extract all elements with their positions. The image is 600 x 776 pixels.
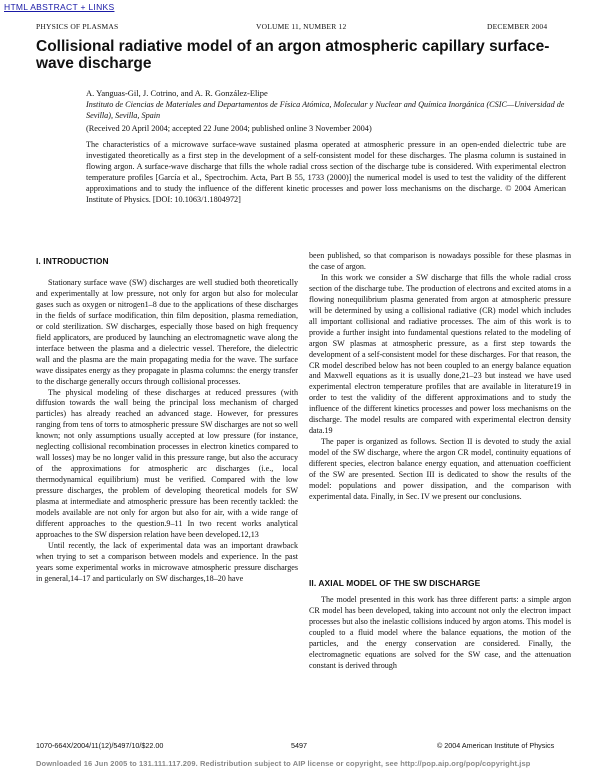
intro-paragraph-4: In this work we consider a SW discharge that fills the whole radial cross section of the discharge tube. The production of electrons and excited atoms in a flowing nonequilibrium plasma generated from argon at atmospheric pressure will be determined by using a collisional radiative (CR) model which includes all important collisional and radiative processes. The aim of this work is to provide a further insight into fundamental questions related to the modeling of argon SW plasmas at atmospheric pressure, as a first step towards the development of a self-consistent model for these discharges. For that reason, the CR model described below has not been coupled to an energy balance equation and Maxwell equations as it is usually done,21–23 but instead we have used experimental electron temperature profiles that are available in literature19 in order to test the validity of the different approximations and to study the influence of the different kinetics processes and power loss mechanisms on the discharge. The model results are compared with experimental electron density data.19 (309, 272, 571, 436)
page-number: 5497 (291, 741, 307, 750)
right-column-top (309, 251, 571, 571)
footer-issn: 1070-664X/2004/11(12)/5497/10/$22.00 (36, 741, 164, 750)
paper-title: Collisional radiative model of an argon atmospheric capillary surface-wave discharge (36, 38, 550, 72)
section-heading-axial-model: II. AXIAL MODEL OF THE SW DISCHARGE (309, 578, 481, 588)
received-dates: (Received 20 April 2004; accepted 22 June 2004; published online 3 November 2004) (86, 124, 372, 133)
intro-paragraph-2: The physical modeling of these discharges at reduced pressures (with diffusion towards the wall being the principal loss mechanism of charged particles) has already reached an advanced stage. However, for pressures ranging from tens of torrs to atmospheric pressure SW discharges are not so well known; not only assumptions usually accepted at low pressure (for instance, neglecting collisional recombination processes in electron kinetics compared to wall losses) may be no longer valid in this pressure range, but also the accuracy of the approximations for atmospheric arc discharges (i.e., local thermodynamical equilibrium) must be verified. Compared with the low pressure discharges, the problem of developing theoretical models for SW plasma at intermediate and atmospheric pressure has been recently tackled: the models available are not only for argon but also for air, with a wide range of different approaches to the question.9–11 In two recent works analytical approaches to the SW dispersion relation have been developed.12,13 (36, 387, 298, 539)
intro-paragraph-1: Stationary surface wave (SW) discharges are well studied both theoretically and experimentally at low pressure, not only for argon but also for molecular gases such as oxygen or nitrogen1–8 due to the applications of these discharges in the fields of surface modification, thin film deposition, plasma remediation, or cold sterilization. SW discharges, especially those based on high frequency field applicators, are produced by launching an electromagnetic wave along the interface between the plasma and a dielectric vessel. Therefore, the dielectric wall and the plasma are the main propagating media for the wave. The surface wave dissipates energy as they propagate in plasma columns: the energy transfer to the discharge generally occurs through collisional processes. (36, 278, 298, 386)
intro-paragraph-5: The paper is organized as follows. Section II is devoted to study the axial model of the SW discharge, where the argon CR model, continuity equations of different species, electron balance energy equation, and attenuation coefficient of the SW are presented. Section III is dedicated to show the results of the model: populations and power dissipation, and the comparison with experimental data. Finally, in Sec. IV we present our conclusions. (309, 437, 571, 501)
journal-name: PHYSICS OF PLASMAS (36, 22, 119, 31)
html-abstract-links[interactable]: HTML ABSTRACT + LINKS (4, 2, 115, 12)
abstract: The characteristics of a microwave surface-wave sustained plasma operated at atmospheric pressure in an open-ended dielectric tube are investigated theoretically as a first step in the development of a self-consistent model for these discharges. The plasma column is sustained in flowing argon. A surface-wave discharge that fills the whole radial cross section of the discharge tube is considered. With experimental electron temperature profiles [García et al., Spectrochim. Acta, Part B 55, 1733 (2000)] the numerical model is used to test the validity of the different approximations and to study the influence of the different kinetic processes and power loss mechanisms on the discharge. © 2004 American Institute of Physics. [DOI: 10.1063/1.1804972] (86, 140, 566, 205)
download-notice: Downloaded 16 Jun 2005 to 131.111.117.209. Redistribution subject to AIP license or copyright, see http://pop.aip.org/pop/copyright.jsp (36, 759, 531, 768)
issue-date: DECEMBER 2004 (487, 22, 548, 31)
affiliation: Instituto de Ciencias de Materiales and Departamentos de Física Atómica, Molecular y Nuclear and Química Inorgánica (CSIC—Universidad de Sevilla), Sevilla, Spain (86, 100, 565, 120)
section-heading-introduction: I. INTRODUCTION (36, 256, 109, 266)
right-column-bottom (309, 595, 571, 750)
model-paragraph-1: The model presented in this work has three different parts: a simple argon CR model has been developed, taking into account not only the electron impact processes but also the inelastic collisions induced by argon atoms. This model is coupled to a fluid model where the balance equations, the motion of the particles, and the energy conservation are considered. Finally, the electromagnetic equations are solved for the SW case, and the attenuation constant is derived through (309, 595, 571, 670)
volume-info: VOLUME 11, NUMBER 12 (256, 22, 347, 31)
left-column (36, 278, 298, 750)
intro-paragraph-continued: been published, so that comparison is nowadays possible for these plasmas in the case of argon. (309, 251, 571, 271)
footer-copyright: © 2004 American Institute of Physics (437, 741, 555, 750)
authors: A. Yanguas-Gil, J. Cotrino, and A. R. González-Elipe (86, 88, 268, 98)
intro-paragraph-3: Until recently, the lack of experimental data was an important drawback when trying to set a comparison between models and experience. In the past years some experimental works in microwave atmospheric pressure discharges in general,14–17 and particularly on SW discharges,18–20 have (36, 540, 298, 583)
